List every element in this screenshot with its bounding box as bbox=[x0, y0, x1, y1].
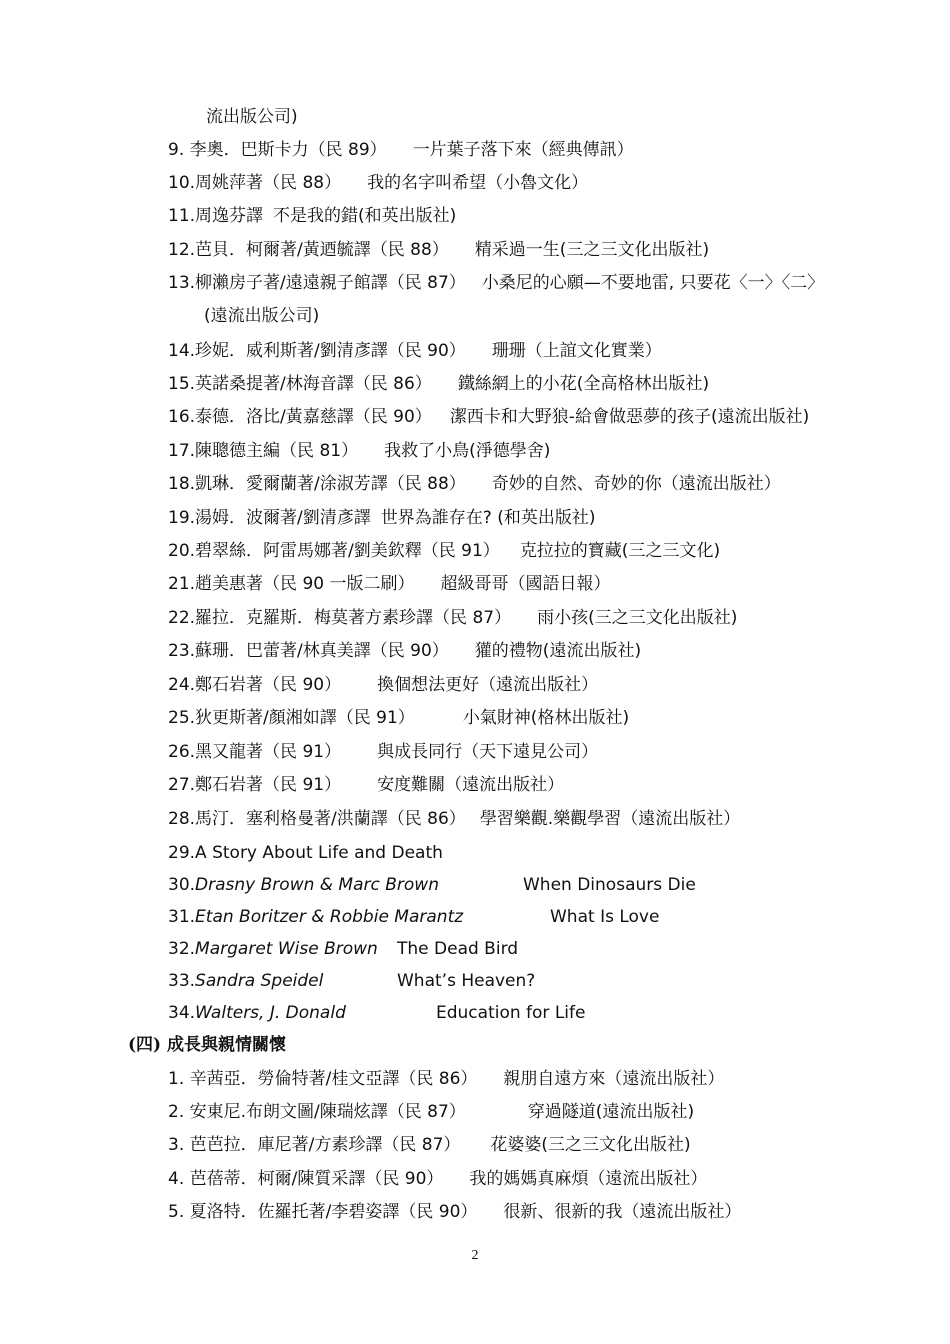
item-author: 鄭石岩著（民 91） bbox=[195, 775, 342, 795]
item-title: When Dinosaurs Die bbox=[523, 875, 696, 895]
item-title: 我的名字叫希望（小魯文化） bbox=[367, 173, 589, 193]
list-item bbox=[168, 774, 564, 796]
list-item bbox=[168, 970, 323, 992]
item-title: 穿過隧道(遠流出版社) bbox=[527, 1102, 695, 1122]
item-author: 馬汀．塞利格曼著/洪蘭譯（民 86） bbox=[195, 809, 466, 829]
item-title: 精采過一生(三之三文化出版社) bbox=[474, 240, 710, 260]
list-item bbox=[168, 808, 740, 830]
list-item bbox=[168, 440, 550, 462]
item-title: The Dead Bird bbox=[397, 939, 519, 959]
item-number: 2. bbox=[168, 1102, 185, 1122]
list-item bbox=[168, 1002, 346, 1024]
item-number: 29. bbox=[168, 843, 196, 863]
list-item bbox=[168, 938, 378, 960]
list-item bbox=[168, 674, 598, 696]
item-title: 與成長同行（天下遠見公司） bbox=[377, 742, 599, 762]
list-item bbox=[168, 473, 781, 495]
item-title: 換個想法更好（遠流出版社） bbox=[377, 675, 599, 695]
item-title: 獾的禮物(遠流出版社) bbox=[474, 641, 642, 661]
item-title: What Is Love bbox=[550, 907, 660, 927]
item-author: 芭蓓蒂．柯爾/陳質采譯（民 90） bbox=[189, 1169, 444, 1189]
list-item bbox=[168, 741, 598, 763]
item-number: 33. bbox=[168, 971, 196, 991]
item-13-continuation: (遠流出版公司) bbox=[204, 306, 320, 326]
item-number: 1. bbox=[168, 1069, 185, 1089]
list-item bbox=[168, 607, 737, 629]
item-number: 17. bbox=[168, 441, 196, 461]
section-heading: (四) 成長與親情關懷 bbox=[128, 1035, 287, 1055]
list-item bbox=[168, 1201, 741, 1223]
item-title: A Story About Life and Death bbox=[195, 843, 443, 863]
item-number: 20. bbox=[168, 541, 196, 561]
item-author: 李奧．巴斯卡力（民 89） bbox=[189, 140, 387, 160]
item-author: 周逸芬譯 bbox=[195, 206, 264, 226]
item-number: 21. bbox=[168, 574, 196, 594]
item-number: 27. bbox=[168, 775, 196, 795]
item-author: 碧翠絲．阿雷馬娜著/劉美欽釋（民 91） bbox=[195, 541, 500, 561]
item-title: 超級哥哥（國語日報） bbox=[440, 574, 611, 594]
item-title: 花婆婆(三之三文化出版社) bbox=[490, 1135, 691, 1155]
list-item bbox=[168, 874, 439, 896]
item-title: 小桑尼的心願—不要地雷, 只要花〈一〉〈二〉 bbox=[481, 273, 825, 293]
item-number: 22. bbox=[168, 608, 196, 628]
item-title: 很新、很新的我（遠流出版社） bbox=[503, 1202, 742, 1222]
list-item bbox=[168, 1134, 691, 1156]
item-title: 世界為誰存在? (和英出版社) bbox=[380, 508, 596, 528]
list-item bbox=[168, 205, 456, 227]
item-number: 19. bbox=[168, 508, 196, 528]
item-author: Drasny Brown & Marc Brown bbox=[195, 875, 439, 895]
list-item bbox=[168, 707, 629, 729]
item-author: 柳瀨房子著/遠遠親子館譯（民 87） bbox=[195, 273, 466, 293]
item-number: 32. bbox=[168, 939, 196, 959]
item-title: 安度難關（遠流出版社） bbox=[377, 775, 565, 795]
item-author: Walters, J. Donald bbox=[195, 1003, 346, 1023]
item-number: 11. bbox=[168, 206, 196, 226]
list-item bbox=[168, 1168, 707, 1190]
item-number: 3. bbox=[168, 1135, 185, 1155]
item-number: 5. bbox=[168, 1202, 185, 1222]
item-number: 10. bbox=[168, 173, 196, 193]
list-item bbox=[168, 1068, 724, 1090]
item-number: 23. bbox=[168, 641, 196, 661]
item-number: 30. bbox=[168, 875, 196, 895]
item-title: 一片葉子落下來（經典傳訊） bbox=[412, 140, 634, 160]
item-number: 12. bbox=[168, 240, 196, 260]
item-number: 18. bbox=[168, 474, 196, 494]
item-title: 雨小孩(三之三文化出版社) bbox=[537, 608, 738, 628]
item-title: 奇妙的自然、奇妙的你（遠流出版社） bbox=[491, 474, 781, 494]
list-item bbox=[168, 540, 720, 562]
item-author: 鄭石岩著（民 90） bbox=[195, 675, 342, 695]
item-author: 夏洛特．佐羅托著/李碧姿譯（民 90） bbox=[189, 1202, 478, 1222]
item-author: 珍妮．威利斯著/劉清彥譯（民 90） bbox=[195, 341, 466, 361]
item-title: Education for Life bbox=[436, 1003, 586, 1023]
item-number: 15. bbox=[168, 374, 196, 394]
list-item bbox=[168, 507, 595, 529]
item-number: 31. bbox=[168, 907, 196, 927]
item-number: 14. bbox=[168, 341, 196, 361]
item-author: Etan Boritzer & Robbie Marantz bbox=[195, 907, 464, 927]
list-item bbox=[168, 842, 443, 864]
item-author: 羅拉．克羅斯．梅莫著方素珍譯（民 87） bbox=[195, 608, 512, 628]
item-author: 泰德．洛比/黃嘉慈譯（民 90） bbox=[195, 407, 432, 427]
item-author: 芭貝．柯爾著/黃迺毓譯（民 88） bbox=[195, 240, 449, 260]
item-title: 潔西卡和大野狼-給會做惡夢的孩子(遠流出版社) bbox=[449, 407, 810, 427]
item-number: 26. bbox=[168, 742, 196, 762]
item-author: 趙美惠著（民 90 一版二刷） bbox=[195, 574, 415, 594]
item-author: 周姚萍著（民 88） bbox=[195, 173, 342, 193]
page-number: 2 bbox=[471, 1248, 479, 1263]
item-author: 黑又龍著（民 91） bbox=[195, 742, 342, 762]
item-number: 24. bbox=[168, 675, 196, 695]
item-title: 我救了小鳥(淨德學舍) bbox=[384, 441, 551, 461]
item-title: 不是我的錯(和英出版社) bbox=[273, 206, 457, 226]
item-title: 我的媽媽真麻煩（遠流出版社） bbox=[469, 1169, 708, 1189]
list-item bbox=[168, 139, 634, 161]
item-title: 鐵絲網上的小花(全高格林出版社) bbox=[457, 374, 710, 394]
list-item bbox=[168, 272, 824, 294]
item-author: 芭芭拉．庫尼著/方素珍譯（民 87） bbox=[189, 1135, 461, 1155]
list-item bbox=[168, 906, 463, 928]
item-number: 34. bbox=[168, 1003, 196, 1023]
item-author: 蘇珊．巴蕾著/林真美譯（民 90） bbox=[195, 641, 449, 661]
item-number: 9. bbox=[168, 140, 185, 160]
list-item bbox=[168, 172, 588, 194]
item-author: 陳聰德主編（民 81） bbox=[195, 441, 359, 461]
item-title: 親朋自遠方來（遠流出版社） bbox=[503, 1069, 725, 1089]
item-title: What’s Heaven? bbox=[397, 971, 536, 991]
list-item bbox=[168, 406, 809, 428]
item-author: 辛茜亞．勞倫特著/桂文亞譯（民 86） bbox=[189, 1069, 478, 1089]
item-author: Sandra Speidel bbox=[195, 971, 324, 991]
item-title: 小氣財神(格林出版社) bbox=[462, 708, 630, 728]
item-title: 學習樂觀.樂觀學習（遠流出版社） bbox=[479, 809, 741, 829]
item-number: 16. bbox=[168, 407, 196, 427]
list-item bbox=[168, 573, 611, 595]
item-title: 珊珊（上誼文化實業） bbox=[491, 341, 662, 361]
list-item bbox=[168, 1101, 694, 1123]
item-number: 25. bbox=[168, 708, 196, 728]
item-author: 英諾桑提著/林海音譯（民 86） bbox=[195, 374, 432, 394]
item-author: 湯姆．波爾著/劉清彥譯 bbox=[195, 508, 371, 528]
list-item bbox=[168, 340, 662, 362]
continuation-text: 流出版公司) bbox=[206, 107, 298, 127]
item-number: 4. bbox=[168, 1169, 185, 1189]
item-number: 28. bbox=[168, 809, 196, 829]
list-item bbox=[168, 239, 709, 261]
item-number: 13. bbox=[168, 273, 196, 293]
item-author: 安東尼.布朗文圖/陳瑞炫譯（民 87） bbox=[189, 1102, 466, 1122]
item-author: 凱琳．愛爾蘭著/涂淑芳譯（民 88） bbox=[195, 474, 466, 494]
item-author: 狄更斯著/顏湘如譯（民 91） bbox=[195, 708, 415, 728]
list-item bbox=[168, 640, 641, 662]
item-author: Margaret Wise Brown bbox=[195, 939, 378, 959]
list-item bbox=[168, 373, 709, 395]
item-title: 克拉拉的寶藏(三之三文化) bbox=[519, 541, 721, 561]
